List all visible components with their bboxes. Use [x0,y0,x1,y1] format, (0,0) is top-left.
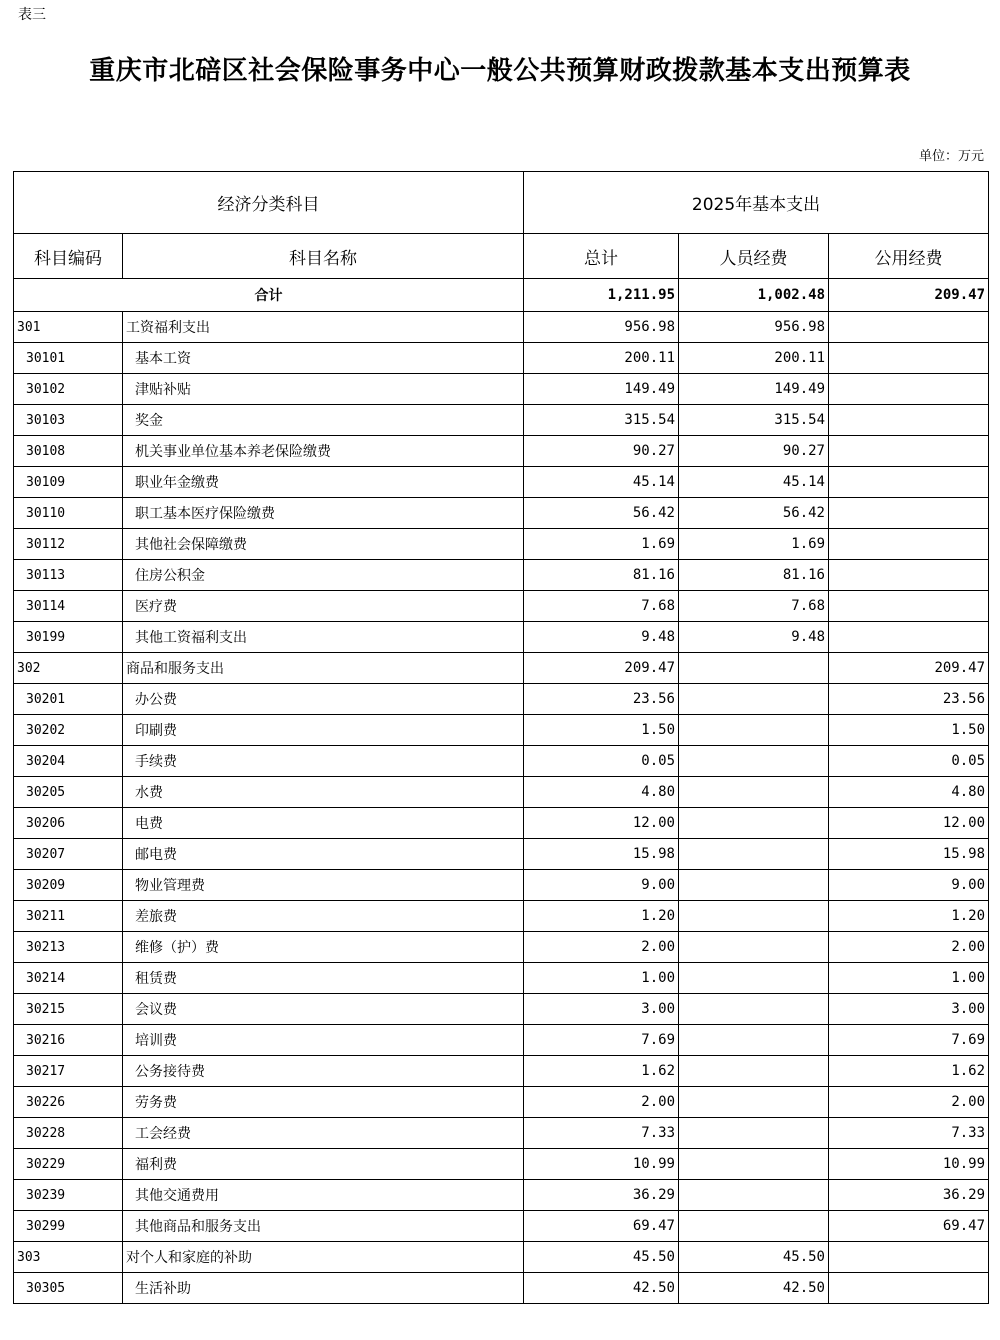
table-row [14,529,989,560]
row-name: 其他商品和服务支出 [123,1211,524,1242]
row-name: 基本工资 [123,343,524,374]
row-code: 30201 [14,684,123,715]
row-code: 30114 [14,591,123,622]
row-code: 30205 [14,777,123,808]
row-name: 维修（护）费 [123,932,524,963]
row-public: 36.29 [829,1180,989,1211]
row-personnel: 45.50 [679,1242,829,1273]
row-personnel [679,1056,829,1087]
table-row [14,715,989,746]
row-personnel [679,1118,829,1149]
row-public [829,405,989,436]
row-public [829,529,989,560]
row-personnel [679,715,829,746]
row-total: 1.20 [524,901,679,932]
row-public: 69.47 [829,1211,989,1242]
row-code: 30103 [14,405,123,436]
row-personnel [679,994,829,1025]
row-personnel [679,963,829,994]
row-personnel: 81.16 [679,560,829,591]
row-code: 30113 [14,560,123,591]
row-code: 30239 [14,1180,123,1211]
row-name: 生活补助 [123,1273,524,1304]
row-public [829,312,989,343]
row-total: 7.69 [524,1025,679,1056]
row-personnel [679,1211,829,1242]
row-name: 对个人和家庭的补助 [123,1242,524,1273]
table-row [14,963,989,994]
row-public [829,1273,989,1304]
row-name: 劳务费 [123,1087,524,1118]
table-row [14,436,989,467]
row-total: 45.14 [524,467,679,498]
row-personnel: 90.27 [679,436,829,467]
row-personnel [679,870,829,901]
row-personnel: 1.69 [679,529,829,560]
row-code: 30216 [14,1025,123,1056]
row-name: 其他工资福利支出 [123,622,524,653]
row-personnel [679,1149,829,1180]
row-total: 956.98 [524,312,679,343]
row-personnel: 42.50 [679,1273,829,1304]
row-name: 职业年金缴费 [123,467,524,498]
row-code: 30211 [14,901,123,932]
row-code: 302 [14,653,123,684]
table-row [14,684,989,715]
row-total: 15.98 [524,839,679,870]
row-name: 会议费 [123,994,524,1025]
table-row [14,870,989,901]
row-total: 1.62 [524,1056,679,1087]
row-name: 津贴补贴 [123,374,524,405]
row-public: 7.69 [829,1025,989,1056]
row-public [829,591,989,622]
total-personnel: 1,002.48 [679,279,829,312]
row-public: 1.20 [829,901,989,932]
row-code: 30228 [14,1118,123,1149]
row-personnel [679,808,829,839]
table-row [14,901,989,932]
row-code: 301 [14,312,123,343]
table-row [14,374,989,405]
row-personnel: 200.11 [679,343,829,374]
row-public: 9.00 [829,870,989,901]
row-public [829,343,989,374]
header-name: 科目名称 [123,234,524,279]
row-name: 住房公积金 [123,560,524,591]
table-row [14,1180,989,1211]
row-code: 30214 [14,963,123,994]
row-public [829,622,989,653]
row-public: 12.00 [829,808,989,839]
table-row [14,1056,989,1087]
row-total: 315.54 [524,405,679,436]
table-row [14,343,989,374]
row-name: 培训费 [123,1025,524,1056]
row-total: 2.00 [524,1087,679,1118]
row-total: 7.33 [524,1118,679,1149]
row-total: 1.00 [524,963,679,994]
row-name: 其他交通费用 [123,1180,524,1211]
row-public [829,1242,989,1273]
row-public: 1.62 [829,1056,989,1087]
row-name: 办公费 [123,684,524,715]
row-total: 3.00 [524,994,679,1025]
header-economic-category: 经济分类科目 [14,172,524,234]
table-row [14,1025,989,1056]
row-public: 1.50 [829,715,989,746]
row-name: 公务接待费 [123,1056,524,1087]
row-public [829,560,989,591]
row-personnel [679,932,829,963]
row-total: 1.50 [524,715,679,746]
row-personnel [679,839,829,870]
row-public: 0.05 [829,746,989,777]
table-row [14,591,989,622]
row-code: 30199 [14,622,123,653]
header-public: 公用经费 [829,234,989,279]
row-code: 30209 [14,870,123,901]
row-personnel [679,746,829,777]
row-name: 租赁费 [123,963,524,994]
row-name: 奖金 [123,405,524,436]
table-row [14,932,989,963]
table-label: 表三 [18,7,46,23]
row-total: 2.00 [524,932,679,963]
row-total: 0.05 [524,746,679,777]
row-total: 81.16 [524,560,679,591]
row-name: 职工基本医疗保险缴费 [123,498,524,529]
row-total: 45.50 [524,1242,679,1273]
total-sum: 1,211.95 [524,279,679,312]
row-personnel [679,777,829,808]
header-personnel: 人员经费 [679,234,829,279]
row-personnel [679,1025,829,1056]
row-personnel [679,653,829,684]
row-public: 15.98 [829,839,989,870]
row-public: 23.56 [829,684,989,715]
row-name: 其他社会保障缴费 [123,529,524,560]
row-name: 机关事业单位基本养老保险缴费 [123,436,524,467]
total-public: 209.47 [829,279,989,312]
row-code: 30112 [14,529,123,560]
row-total: 10.99 [524,1149,679,1180]
row-total: 56.42 [524,498,679,529]
row-name: 医疗费 [123,591,524,622]
table-row [14,839,989,870]
row-personnel [679,684,829,715]
row-total: 90.27 [524,436,679,467]
row-public: 10.99 [829,1149,989,1180]
table-row [14,498,989,529]
budget-table [13,171,989,1304]
header-row-columns [14,234,989,279]
row-personnel [679,901,829,932]
row-total: 149.49 [524,374,679,405]
page-title: 重庆市北碚区社会保险事务中心一般公共预算财政拨款基本支出预算表 [89,56,911,86]
row-total: 1.69 [524,529,679,560]
row-personnel: 56.42 [679,498,829,529]
row-public: 7.33 [829,1118,989,1149]
row-public [829,498,989,529]
row-public [829,374,989,405]
row-code: 30226 [14,1087,123,1118]
row-name: 差旅费 [123,901,524,932]
row-total: 7.68 [524,591,679,622]
row-code: 30299 [14,1211,123,1242]
row-name: 福利费 [123,1149,524,1180]
row-public: 209.47 [829,653,989,684]
row-personnel: 7.68 [679,591,829,622]
table-row [14,777,989,808]
row-total: 209.47 [524,653,679,684]
row-code: 30213 [14,932,123,963]
row-name: 手续费 [123,746,524,777]
table-row [14,1149,989,1180]
table-row [14,653,989,684]
table-row [14,808,989,839]
row-name: 电费 [123,808,524,839]
row-code: 30101 [14,343,123,374]
row-total: 69.47 [524,1211,679,1242]
table-row [14,1211,989,1242]
row-personnel: 45.14 [679,467,829,498]
row-code: 30229 [14,1149,123,1180]
total-label: 合计 [14,279,524,312]
table-row [14,1118,989,1149]
row-total: 42.50 [524,1273,679,1304]
row-personnel [679,1087,829,1118]
row-name: 工资福利支出 [123,312,524,343]
row-total: 36.29 [524,1180,679,1211]
table-row [14,1242,989,1273]
row-code: 30102 [14,374,123,405]
table-row [14,622,989,653]
row-code: 30305 [14,1273,123,1304]
row-code: 30110 [14,498,123,529]
row-name: 水费 [123,777,524,808]
header-total: 总计 [524,234,679,279]
row-public: 2.00 [829,1087,989,1118]
total-row [14,279,989,312]
row-total: 12.00 [524,808,679,839]
row-public [829,467,989,498]
row-name: 工会经费 [123,1118,524,1149]
table-row [14,405,989,436]
header-basic-expenditure: 2025年基本支出 [524,172,989,234]
row-public: 1.00 [829,963,989,994]
row-personnel [679,1180,829,1211]
row-name: 印刷费 [123,715,524,746]
row-total: 9.00 [524,870,679,901]
table-row [14,312,989,343]
row-code: 30108 [14,436,123,467]
row-total: 4.80 [524,777,679,808]
row-personnel: 9.48 [679,622,829,653]
table-row [14,994,989,1025]
row-personnel: 315.54 [679,405,829,436]
header-row-group [14,172,989,234]
row-total: 23.56 [524,684,679,715]
row-name: 商品和服务支出 [123,653,524,684]
table-row [14,746,989,777]
row-public: 3.00 [829,994,989,1025]
row-code: 30109 [14,467,123,498]
row-name: 物业管理费 [123,870,524,901]
row-code: 30217 [14,1056,123,1087]
row-code: 30202 [14,715,123,746]
row-code: 303 [14,1242,123,1273]
row-public: 4.80 [829,777,989,808]
row-personnel: 149.49 [679,374,829,405]
row-total: 9.48 [524,622,679,653]
table-row [14,1273,989,1304]
header-code: 科目编码 [14,234,123,279]
row-public [829,436,989,467]
unit-label: 单位：万元 [918,149,984,164]
row-code: 30206 [14,808,123,839]
row-total: 200.11 [524,343,679,374]
row-code: 30207 [14,839,123,870]
row-code: 30204 [14,746,123,777]
table-row [14,1087,989,1118]
row-code: 30215 [14,994,123,1025]
table-row [14,467,989,498]
row-personnel: 956.98 [679,312,829,343]
table-row [14,560,989,591]
row-public: 2.00 [829,932,989,963]
row-name: 邮电费 [123,839,524,870]
